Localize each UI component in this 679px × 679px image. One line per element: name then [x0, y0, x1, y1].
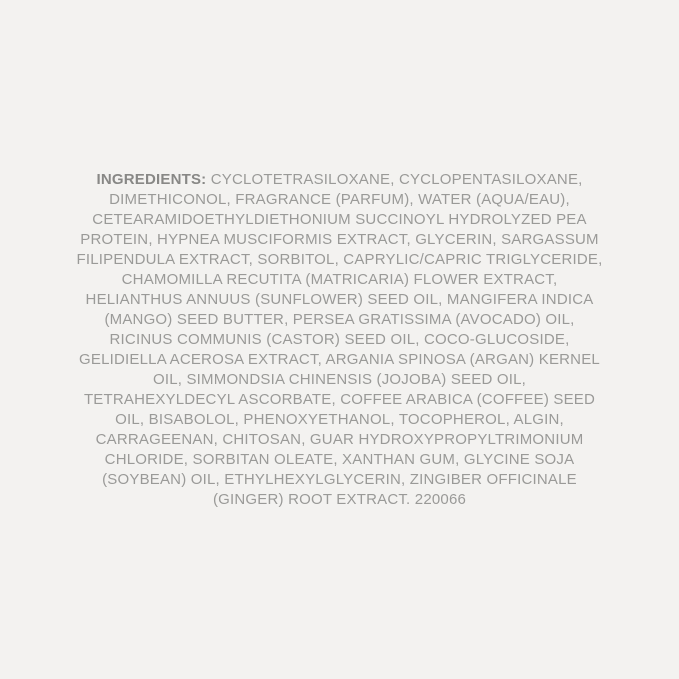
- ingredients-line: TETRAHEXYLDECYL ASCORBATE, COFFEE ARABICA (COFFEE) SEED: [83, 390, 596, 408]
- ingredients-line: FILIPENDULA EXTRACT, SORBITOL, CAPRYLIC/CAPRIC TRIGLYCERIDE,: [76, 250, 603, 268]
- ingredients-heading: INGREDIENTS:: [96, 170, 207, 188]
- ingredients-line: CARRAGEENAN, CHITOSAN, GUAR HYDROXYPROPYLTRIMONIUM: [95, 430, 584, 448]
- ingredients-line: OIL, SIMMONDSIA CHINENSIS (JOJOBA) SEED OIL,: [152, 370, 527, 388]
- ingredients-line: (GINGER) ROOT EXTRACT. 220066: [212, 490, 467, 508]
- ingredients-first-line: [76, 170, 602, 190]
- ingredients-line: RICINUS COMMUNIS (CASTOR) SEED OIL, COCO-GLUCOSIDE,: [109, 330, 570, 348]
- ingredients-lines: [76, 190, 602, 510]
- ingredients-line: GELIDIELLA ACEROSA EXTRACT, ARGANIA SPINOSA (ARGAN) KERNEL: [79, 350, 600, 368]
- ingredients-line: OIL, BISABOLOL, PHENOXYETHANOL, TOCOPHEROL, ALGIN,: [115, 410, 564, 428]
- ingredients-line: PROTEIN, HYPNEA MUSCIFORMIS EXTRACT, GLYCERIN, SARGASSUM: [80, 230, 599, 248]
- ingredients-line: DIMETHICONOL, FRAGRANCE (PARFUM), WATER (AQUA/EAU),: [109, 190, 570, 208]
- ingredients-line: (MANGO) SEED BUTTER, PERSEA GRATISSIMA (AVOCADO) OIL,: [104, 310, 575, 328]
- ingredients-line: HELIANTHUS ANNUUS (SUNFLOWER) SEED OIL, MANGIFERA INDICA: [85, 290, 594, 308]
- ingredients-first-line-text: CYCLOTETRASILOXANE, CYCLOPENTASILOXANE,: [210, 170, 583, 188]
- ingredients-line: CHLORIDE, SORBITAN OLEATE, XANTHAN GUM, GLYCINE SOJA: [104, 450, 575, 468]
- ingredients-line: CHAMOMILLA RECUTITA (MATRICARIA) FLOWER EXTRACT,: [121, 270, 558, 288]
- ingredients-line: CETEARAMIDOETHYLDIETHONIUM SUCCINOYL HYDROLYZED PEA: [92, 210, 587, 228]
- ingredients-line: (SOYBEAN) OIL, ETHYLHEXYLGLYCERIN, ZINGIBER OFFICINALE: [102, 470, 577, 488]
- ingredients-panel: [76, 170, 602, 510]
